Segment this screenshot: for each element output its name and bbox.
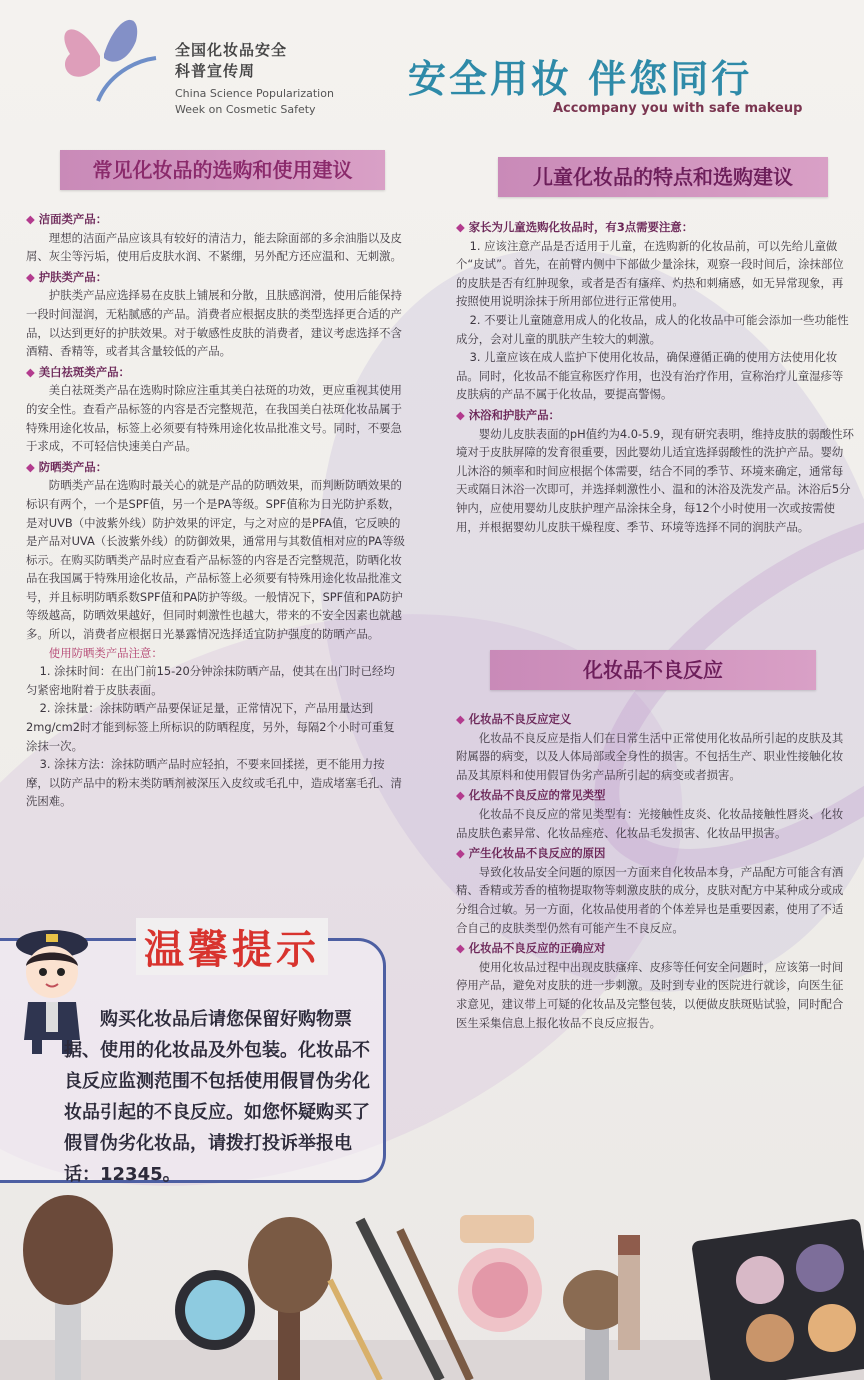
heading-adverse-reactions: 化妆品不良反应 — [490, 650, 816, 690]
left-column — [26, 208, 406, 811]
section-body: 使用化妆品过程中出现皮肤瘙痒、皮疹等任何安全问题时，应该第一时间停用产品，避免对皮肤的进一步刺激。及时到专业的医院进行就诊，向医生征求意见，建议带上可疑的化妆品及完整包装，以便做皮肤斑贴试验，同时配合医生采集信息上报化妆品不良反应报告。 — [456, 959, 844, 1030]
slogan-en: Accompany you with safe makeup — [553, 101, 803, 116]
butterfly-logo-icon — [48, 6, 158, 106]
warm-tip-title: 温馨提示 — [136, 918, 328, 975]
organizer-name-cn: 全国化妆品安全 科普宣传周 — [175, 41, 288, 80]
section-body: 美白祛斑类产品在选购时除应注重其美白祛斑的功效，更应重视其使用的安全性。查看产品标签的内容是否完整规范，在我国美白祛斑化妆品属于特殊用途化妆品，标签上必须要有特殊用途化妆品批准文号。同时，不要急于求成，不可轻信快速美白产品。 — [26, 383, 402, 454]
section-body: 化妆品不良反应是指人们在日常生活中正常使用化妆品所引起的皮肤及其附属器的病变，以及人体局部或全身性的损害。不包括生产、职业性接触化妆品及其原料和使用假冒伪劣产品所引起的病变或者损害。 — [456, 730, 844, 782]
slogan: 安全用妆 伴您同行 — [408, 57, 753, 101]
section-title: ◆ 洁面类产品： — [26, 210, 406, 229]
section-title: ◆ 沐浴和护肤产品： — [456, 406, 854, 425]
section-title: ◆ 美白祛斑类产品： — [26, 363, 406, 382]
children-point: 1. 应该注意产品是否适用于儿童，在选购新的化妆品前，可以先给儿童做个“皮试”。首先，在前臂内侧中下部做少量涂抹，观察一段时间后，涂抹部位的皮肤是否有红肿现象，或者是否有瘙痒、灼热和刺痛感，如无异常现象，再按照使用说明涂抹于所用部位进行正常使用。 — [456, 238, 844, 309]
section-title: ◆ 化妆品不良反应的正确应对 — [456, 939, 854, 958]
section-title: ◆ 家长为儿童选购化妆品时，有3点需要注意： — [456, 218, 854, 237]
foundation-tube-icon — [460, 1215, 534, 1243]
section-title: ◆ 化妆品不良反应定义 — [456, 710, 854, 729]
adverse-column — [456, 708, 854, 1032]
warm-tip-text: 购买化妆品后请您保留好购物票据、使用的化妆品及外包装。化妆品不良反应监测范围不包括使用假冒伪劣化妆品引起的不良反应。如您怀疑购买了假冒伪劣化妆品，请拨打投诉举报电话：12345。 — [64, 1009, 370, 1185]
section-body: 婴幼儿皮肤表面的pH值约为4.0-5.9，现有研究表明，维持皮肤的弱酸性环境对于皮肤屏障的发育很重要，因此婴幼儿适宜选择弱酸性的洗护产品。婴幼儿沐浴的频率和时间应根据个体需要，结合不同的季节、环境来确定，通常每天或隔日沐浴一次即可，并选择刺激性小、温和的沐浴及洗发产品。沐浴后5分钟内，应使用婴幼儿皮肤护理产品涂抹全身，每12个小时使用一次或按需使用，并根据婴幼儿皮肤干燥程度、季节、环境等选择不同的润肤产品。 — [456, 426, 854, 534]
sunscreen-note: 2. 涂抹量：涂抹防晒产品要保证足量，正常情况下，产品用量达到2mg/cm2时才能到标签上所标识的防晒程度，另外，每隔2个小时可重复涂抹一次。 — [26, 701, 395, 753]
section-body: 导致化妆品安全问题的原因一方面来自化妆品本身，产品配方可能含有酒精、香精或芳香的植物提取物等刺激皮肤的成分，皮肤对配方中某种成分或成分组合过敏。另一方面，化妆品使用者的个体差异也是重要因素，使用了不适合自己的皮肤类型仍然有可能产生不良反应。 — [456, 864, 844, 935]
section-title: ◆ 化妆品不良反应的常见类型 — [456, 786, 854, 805]
heading-children-cosmetics: 儿童化妆品的特点和选购建议 — [498, 157, 828, 197]
section-body: 防晒类产品在选购时最关心的就是产品的防晒效果，而判断防晒效果的标识有两个，一个是SPF值，另一个是PA等级。SPF值称为日光防护系数，是对UVB（中波紫外线）防护效果的评定，与之对应的是PFA值，它反映的是产品对UVA（长波紫外线）的防御效果，通常用与其数值相对应的PA等级标示。在购买防晒类产品时应查看产品标签的内容是否完整规范，防晒化妆品在我国属于特殊用途化妆品，产品标签上必须要有特殊用途化妆品批准文号，并且标明防晒系数SPF值和PA防护等级。一般情况下，SPF值和PA防护等级越高，防晒效果越好，但同时刺激性也越大，带来的不安全因素也就越多。所以，消费者应根据日光暴露情况选择适宜防护强度的防晒产品。 — [26, 478, 405, 642]
sunscreen-note-title: 使用防晒类产品注意： — [48, 645, 163, 660]
children-point: 3. 儿童应该在成人监护下使用化妆品，确保遵循正确的使用方法使用化妆品。同时，化妆品不能宣称医疗作用，也没有治疗作用，宣称治疗儿童湿疹等皮肤病的产品不属于化妆品，要提高警惕。 — [456, 350, 844, 402]
section-title: ◆ 护肤类产品： — [26, 268, 406, 287]
section-body: 化妆品不良反应的常见类型有：光接触性皮炎、化妆品接触性唇炎、化妆品皮肤色素异常、化妆品痤疮、化妆品毛发损害、化妆品甲损害。 — [456, 806, 844, 840]
section-title: ◆ 防晒类产品： — [26, 458, 406, 477]
section-title: ◆ 产生化妆品不良反应的原因 — [456, 844, 854, 863]
cosmetics-illustration — [0, 1190, 864, 1380]
eyeshadow-palette-icon — [691, 1218, 864, 1380]
children-point: 2. 不要让儿童随意用成人的化妆品，成人的化妆品中可能会添加一些功能性成分，会对儿童的肌肤产生较大的刺激。 — [456, 312, 849, 346]
organizer-name-en: China Science Popularization Week on Cosmetic Safety — [175, 87, 334, 116]
heading-cosmetics-advice: 常见化妆品的选购和使用建议 — [60, 150, 385, 190]
section-body: 理想的洁面产品应该具有较好的清洁力，能去除面部的多余油脂以及皮屑、灰尘等污垢，使用后皮肤水润、不紧绷，另外配方还应温和、无刺激。 — [26, 230, 402, 264]
section-body: 护肤类产品应选择易在皮肤上铺展和分散，且肤感润滑，使用后能保持一段时间湿润，无粘腻感的产品。消费者应根据皮肤的类型选择更合适的产品，以达到更好的护肤效果。对于敏感性皮肤的消费者，建议考虑选择不含酒精、香精等，或者其含量较低的产品。 — [26, 288, 402, 359]
sunscreen-note: 3. 涂抹方法：涂抹防晒产品时应轻拍，不要来回揉搓，更不能用力按摩，以防产品中的粉末类防晒剂被深压入皮纹或毛孔中，造成堵塞毛孔、清洗困难。 — [26, 757, 402, 809]
lipstick-icon — [618, 1235, 640, 1350]
blush-compact-icon — [458, 1248, 542, 1332]
compact-powder-icon — [175, 1270, 255, 1350]
sunscreen-note: 1. 涂抹时间：在出门前15-20分钟涂抹防晒产品，使其在出门时已经均匀紧密地附着于皮肤表面。 — [26, 664, 395, 697]
right-column — [456, 216, 854, 536]
